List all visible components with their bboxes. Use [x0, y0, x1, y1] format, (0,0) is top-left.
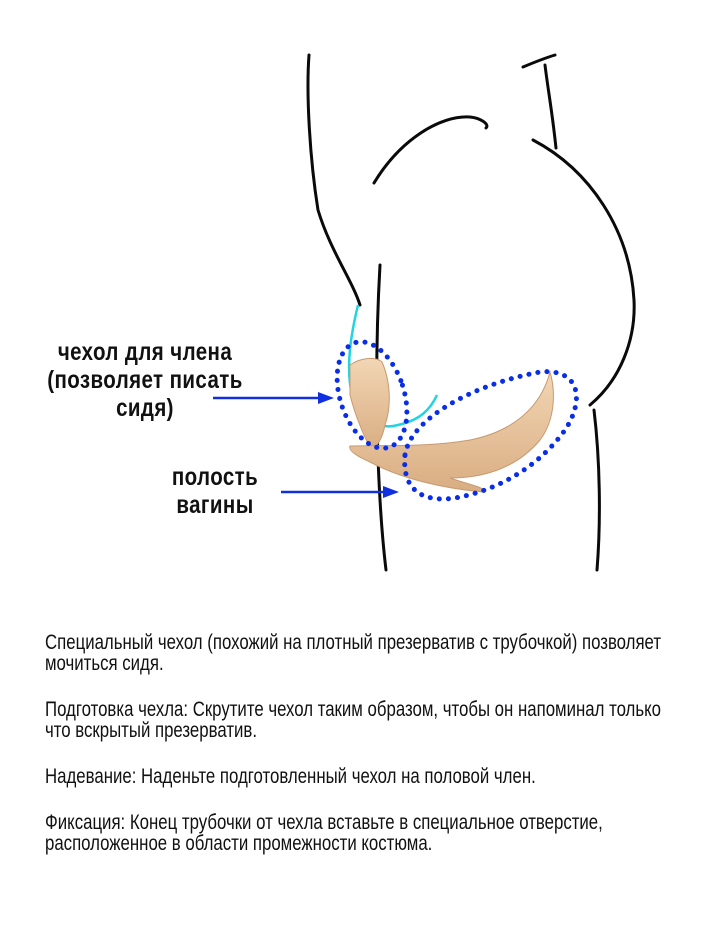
sheath-label: [34, 338, 255, 422]
sheath-shape: [350, 358, 389, 450]
putting-on-paragraph: Надевание: Наденьте подготовленный чехол на половой член.: [45, 765, 536, 788]
fixation-paragraph: Фиксация: Конец трубочки от чехла вставьте в специальное отверстие, расположенное в области промежности костюма.: [45, 811, 603, 855]
sheath-label-line: чехол для члена: [57, 338, 233, 366]
instructions-text: [45, 632, 685, 879]
cavity-label-line: вагины: [176, 491, 254, 519]
sheath-label-line: сидя): [116, 394, 174, 422]
arrow-to-cavity-icon: [281, 486, 399, 498]
intro-paragraph: Специальный чехол (похожий на плотный презерватив с трубочкой) позволяет мочиться сидя.: [45, 631, 662, 675]
cavity-label-line: полость: [171, 463, 259, 491]
sheath-label-line: (позволяет писать: [47, 366, 243, 394]
preparation-paragraph: Подготовка чехла: Скрутите чехол таким образом, чтобы он напоминал только что вскрытый презерватив.: [45, 698, 661, 742]
cavity-label: [154, 463, 277, 519]
